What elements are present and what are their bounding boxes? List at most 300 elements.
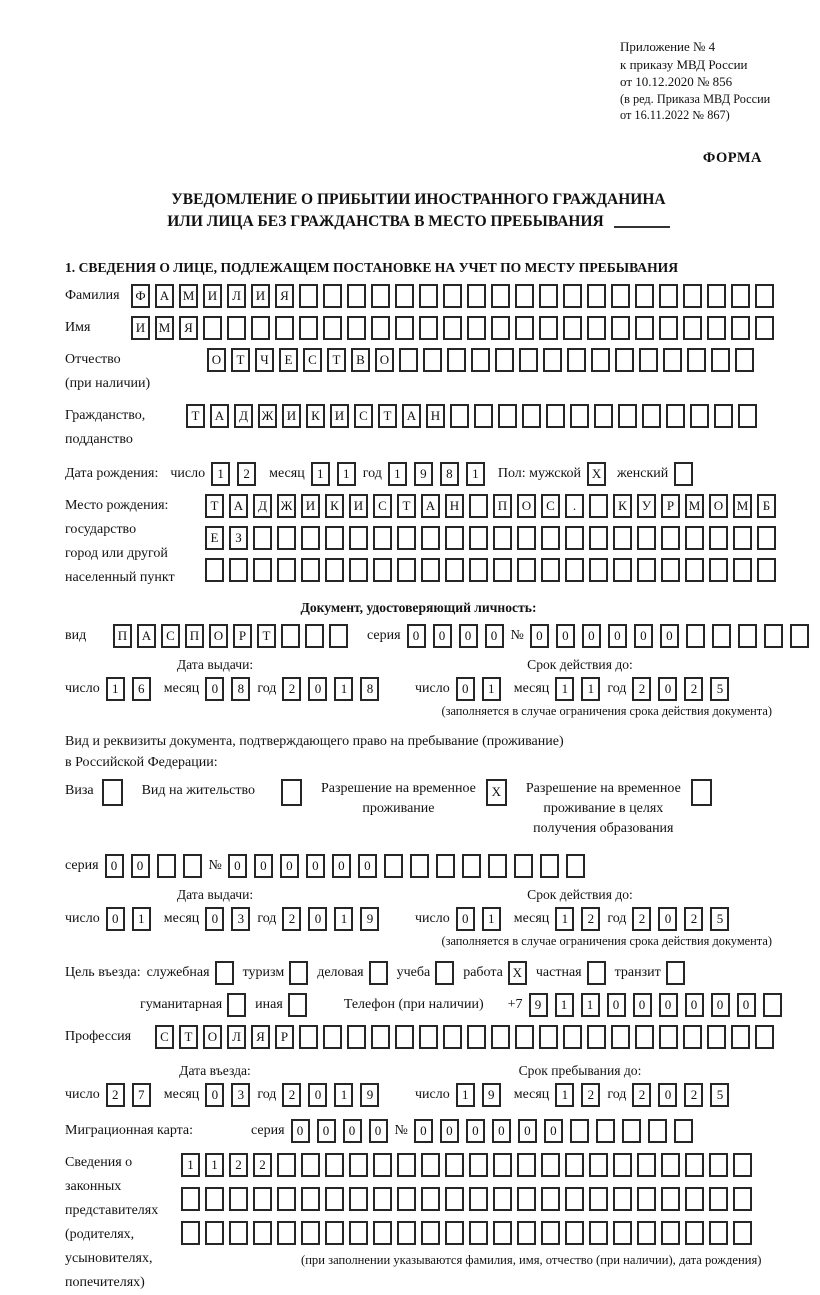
char-cell[interactable]	[491, 316, 510, 340]
char-cell[interactable]: Т	[231, 348, 250, 372]
char-cell[interactable]	[347, 316, 366, 340]
char-cell[interactable]	[546, 404, 565, 428]
char-cell[interactable]	[299, 316, 318, 340]
char-cell[interactable]	[687, 348, 706, 372]
char-cell[interactable]: 0	[332, 854, 351, 878]
char-cell[interactable]: Д	[253, 494, 272, 518]
char-cell[interactable]: 9	[482, 1083, 501, 1107]
temp-residence-checkbox[interactable]: X	[486, 779, 507, 806]
char-cell[interactable]: О	[375, 348, 394, 372]
char-cell[interactable]: 0	[607, 993, 626, 1017]
char-cell[interactable]	[397, 558, 416, 582]
char-cell[interactable]: Т	[179, 1025, 198, 1049]
char-cell[interactable]	[421, 526, 440, 550]
char-cell[interactable]	[227, 316, 246, 340]
surname-input[interactable]	[131, 284, 779, 308]
char-cell[interactable]: 9	[360, 1083, 379, 1107]
char-cell[interactable]: И	[330, 404, 349, 428]
char-cell[interactable]	[493, 1153, 512, 1177]
char-cell[interactable]: 1	[555, 907, 574, 931]
char-cell[interactable]	[299, 284, 318, 308]
char-cell[interactable]: 0	[544, 1119, 563, 1143]
purpose-tourism-checkbox[interactable]	[289, 961, 308, 985]
char-cell[interactable]: М	[155, 316, 174, 340]
char-cell[interactable]	[711, 348, 730, 372]
char-cell[interactable]: 0	[518, 1119, 537, 1143]
char-cell[interactable]	[493, 1221, 512, 1245]
char-cell[interactable]: С	[373, 494, 392, 518]
char-cell[interactable]: 2	[684, 907, 703, 931]
char-cell[interactable]: 0	[407, 624, 426, 648]
doc-issue-day-input[interactable]	[106, 677, 158, 701]
char-cell[interactable]	[205, 558, 224, 582]
char-cell[interactable]: 1	[132, 907, 151, 931]
char-cell[interactable]	[397, 1221, 416, 1245]
char-cell[interactable]	[436, 854, 455, 878]
char-cell[interactable]	[522, 404, 541, 428]
char-cell[interactable]: 1	[334, 1083, 353, 1107]
char-cell[interactable]	[613, 1187, 632, 1211]
char-cell[interactable]	[589, 1221, 608, 1245]
char-cell[interactable]	[299, 1025, 318, 1049]
char-cell[interactable]: В	[351, 348, 370, 372]
char-cell[interactable]: А	[421, 494, 440, 518]
char-cell[interactable]	[384, 854, 403, 878]
char-cell[interactable]	[305, 624, 324, 648]
mig-series-input[interactable]	[291, 1119, 395, 1143]
legal-reps-line2-input[interactable]	[181, 1187, 761, 1211]
char-cell[interactable]: Т	[257, 624, 276, 648]
char-cell[interactable]	[373, 1221, 392, 1245]
char-cell[interactable]: 1	[555, 1083, 574, 1107]
char-cell[interactable]: С	[155, 1025, 174, 1049]
char-cell[interactable]	[373, 1153, 392, 1177]
char-cell[interactable]: 0	[414, 1119, 433, 1143]
char-cell[interactable]	[707, 284, 726, 308]
char-cell[interactable]: 1	[581, 993, 600, 1017]
char-cell[interactable]	[253, 1187, 272, 1211]
char-cell[interactable]	[419, 1025, 438, 1049]
char-cell[interactable]	[488, 854, 507, 878]
char-cell[interactable]	[567, 348, 586, 372]
char-cell[interactable]	[763, 993, 782, 1017]
char-cell[interactable]	[685, 1153, 704, 1177]
char-cell[interactable]	[301, 1221, 320, 1245]
char-cell[interactable]	[517, 558, 536, 582]
char-cell[interactable]: 0	[456, 907, 475, 931]
char-cell[interactable]	[674, 1119, 693, 1143]
char-cell[interactable]: С	[161, 624, 180, 648]
char-cell[interactable]: 0	[317, 1119, 336, 1143]
char-cell[interactable]: 0	[658, 677, 677, 701]
char-cell[interactable]	[637, 526, 656, 550]
char-cell[interactable]	[613, 1221, 632, 1245]
char-cell[interactable]: 5	[710, 677, 729, 701]
phone-input[interactable]	[529, 993, 789, 1017]
char-cell[interactable]: П	[493, 494, 512, 518]
char-cell[interactable]: 0	[306, 854, 325, 878]
char-cell[interactable]: О	[517, 494, 536, 518]
char-cell[interactable]: Н	[445, 494, 464, 518]
char-cell[interactable]	[443, 316, 462, 340]
char-cell[interactable]: К	[613, 494, 632, 518]
char-cell[interactable]	[755, 316, 774, 340]
char-cell[interactable]	[565, 1221, 584, 1245]
char-cell[interactable]	[639, 348, 658, 372]
char-cell[interactable]	[755, 284, 774, 308]
char-cell[interactable]: 0	[659, 993, 678, 1017]
char-cell[interactable]	[563, 316, 582, 340]
char-cell[interactable]: 0	[343, 1119, 362, 1143]
char-cell[interactable]	[566, 854, 585, 878]
sex-male-checkbox[interactable]: X	[587, 462, 606, 486]
char-cell[interactable]: 0	[205, 1083, 224, 1107]
char-cell[interactable]: Я	[251, 1025, 270, 1049]
char-cell[interactable]: 0	[634, 624, 653, 648]
char-cell[interactable]: 8	[231, 677, 250, 701]
char-cell[interactable]	[589, 494, 608, 518]
char-cell[interactable]	[517, 1187, 536, 1211]
char-cell[interactable]	[495, 348, 514, 372]
char-cell[interactable]: У	[637, 494, 656, 518]
char-cell[interactable]: 0	[456, 677, 475, 701]
char-cell[interactable]	[325, 1187, 344, 1211]
char-cell[interactable]	[764, 624, 783, 648]
char-cell[interactable]: 2	[632, 1083, 651, 1107]
char-cell[interactable]	[371, 316, 390, 340]
char-cell[interactable]: 1	[456, 1083, 475, 1107]
char-cell[interactable]: 1	[337, 462, 356, 486]
char-cell[interactable]: А	[210, 404, 229, 428]
char-cell[interactable]	[301, 558, 320, 582]
char-cell[interactable]	[347, 1025, 366, 1049]
birthplace-line1-input[interactable]	[205, 494, 781, 518]
entry-year-input[interactable]	[282, 1083, 386, 1107]
char-cell[interactable]	[594, 404, 613, 428]
temp-residence-edu-checkbox[interactable]	[691, 779, 712, 806]
name-input[interactable]	[131, 316, 779, 340]
char-cell[interactable]	[253, 558, 272, 582]
char-cell[interactable]: 0	[308, 1083, 327, 1107]
char-cell[interactable]	[301, 1187, 320, 1211]
char-cell[interactable]	[410, 854, 429, 878]
char-cell[interactable]	[790, 624, 809, 648]
char-cell[interactable]: 1	[106, 677, 125, 701]
mig-number-input[interactable]	[414, 1119, 700, 1143]
char-cell[interactable]	[447, 348, 466, 372]
purpose-transit-checkbox[interactable]	[666, 961, 685, 985]
char-cell[interactable]	[661, 558, 680, 582]
char-cell[interactable]	[683, 1025, 702, 1049]
char-cell[interactable]	[596, 1119, 615, 1143]
char-cell[interactable]	[515, 284, 534, 308]
char-cell[interactable]: О	[207, 348, 226, 372]
purpose-official-checkbox[interactable]	[215, 961, 234, 985]
char-cell[interactable]	[683, 316, 702, 340]
char-cell[interactable]	[637, 1221, 656, 1245]
char-cell[interactable]	[517, 1221, 536, 1245]
char-cell[interactable]: 0	[530, 624, 549, 648]
purpose-private-checkbox[interactable]	[587, 961, 606, 985]
char-cell[interactable]	[611, 316, 630, 340]
char-cell[interactable]	[325, 1221, 344, 1245]
char-cell[interactable]: И	[203, 284, 222, 308]
char-cell[interactable]	[709, 1187, 728, 1211]
char-cell[interactable]	[589, 526, 608, 550]
char-cell[interactable]: 1	[388, 462, 407, 486]
char-cell[interactable]: 0	[492, 1119, 511, 1143]
char-cell[interactable]	[277, 1221, 296, 1245]
char-cell[interactable]: И	[282, 404, 301, 428]
char-cell[interactable]	[325, 1153, 344, 1177]
char-cell[interactable]: 0	[106, 907, 125, 931]
char-cell[interactable]	[462, 854, 481, 878]
char-cell[interactable]	[659, 284, 678, 308]
char-cell[interactable]: О	[209, 624, 228, 648]
char-cell[interactable]	[541, 558, 560, 582]
char-cell[interactable]: С	[303, 348, 322, 372]
char-cell[interactable]: .	[565, 494, 584, 518]
char-cell[interactable]: 1	[211, 462, 230, 486]
char-cell[interactable]: 9	[529, 993, 548, 1017]
char-cell[interactable]	[349, 1221, 368, 1245]
char-cell[interactable]	[517, 1153, 536, 1177]
char-cell[interactable]: 2	[581, 907, 600, 931]
char-cell[interactable]	[469, 1221, 488, 1245]
char-cell[interactable]	[591, 348, 610, 372]
doc-issue-year-input[interactable]	[282, 677, 386, 701]
char-cell[interactable]: П	[185, 624, 204, 648]
char-cell[interactable]	[648, 1119, 667, 1143]
char-cell[interactable]	[491, 1025, 510, 1049]
char-cell[interactable]	[373, 526, 392, 550]
char-cell[interactable]	[589, 1187, 608, 1211]
char-cell[interactable]: Т	[186, 404, 205, 428]
permit-series-input[interactable]	[105, 854, 209, 878]
char-cell[interactable]	[498, 404, 517, 428]
sex-female-checkbox[interactable]	[674, 462, 693, 486]
char-cell[interactable]	[615, 348, 634, 372]
citizenship-input[interactable]	[186, 404, 762, 428]
char-cell[interactable]	[733, 1187, 752, 1211]
stay-year-input[interactable]	[632, 1083, 736, 1107]
char-cell[interactable]: 8	[440, 462, 459, 486]
birth-year-input[interactable]	[388, 462, 492, 486]
char-cell[interactable]: К	[325, 494, 344, 518]
char-cell[interactable]: 1	[555, 993, 574, 1017]
doc-valid-year-input[interactable]	[632, 677, 736, 701]
char-cell[interactable]	[659, 316, 678, 340]
char-cell[interactable]	[450, 404, 469, 428]
char-cell[interactable]: Р	[275, 1025, 294, 1049]
char-cell[interactable]	[519, 348, 538, 372]
char-cell[interactable]	[229, 558, 248, 582]
char-cell[interactable]	[613, 1153, 632, 1177]
char-cell[interactable]	[373, 558, 392, 582]
char-cell[interactable]: 0	[131, 854, 150, 878]
char-cell[interactable]	[666, 404, 685, 428]
stay-month-input[interactable]	[555, 1083, 607, 1107]
char-cell[interactable]: 9	[414, 462, 433, 486]
char-cell[interactable]: Я	[179, 316, 198, 340]
char-cell[interactable]: 0	[205, 907, 224, 931]
char-cell[interactable]	[565, 1187, 584, 1211]
char-cell[interactable]: Е	[205, 526, 224, 550]
char-cell[interactable]	[613, 526, 632, 550]
char-cell[interactable]: 2	[282, 907, 301, 931]
char-cell[interactable]	[541, 1187, 560, 1211]
char-cell[interactable]	[399, 348, 418, 372]
char-cell[interactable]	[515, 316, 534, 340]
char-cell[interactable]	[589, 1153, 608, 1177]
char-cell[interactable]	[445, 1187, 464, 1211]
char-cell[interactable]	[229, 1221, 248, 1245]
char-cell[interactable]: Т	[205, 494, 224, 518]
permit-valid-month-input[interactable]	[555, 907, 607, 931]
doc-type-input[interactable]	[113, 624, 353, 648]
char-cell[interactable]	[709, 558, 728, 582]
char-cell[interactable]	[733, 558, 752, 582]
stay-day-input[interactable]	[456, 1083, 508, 1107]
char-cell[interactable]	[203, 316, 222, 340]
char-cell[interactable]	[570, 404, 589, 428]
char-cell[interactable]: 2	[684, 1083, 703, 1107]
char-cell[interactable]	[301, 526, 320, 550]
char-cell[interactable]	[421, 1187, 440, 1211]
char-cell[interactable]	[419, 316, 438, 340]
char-cell[interactable]: Я	[275, 284, 294, 308]
char-cell[interactable]	[323, 284, 342, 308]
char-cell[interactable]: 2	[237, 462, 256, 486]
char-cell[interactable]: 0	[105, 854, 124, 878]
char-cell[interactable]: А	[229, 494, 248, 518]
char-cell[interactable]: 1	[181, 1153, 200, 1177]
char-cell[interactable]	[397, 1187, 416, 1211]
char-cell[interactable]: 0	[466, 1119, 485, 1143]
char-cell[interactable]	[445, 1221, 464, 1245]
char-cell[interactable]	[563, 284, 582, 308]
doc-number-input[interactable]	[530, 624, 816, 648]
char-cell[interactable]	[642, 404, 661, 428]
char-cell[interactable]	[181, 1187, 200, 1211]
char-cell[interactable]: 0	[459, 624, 478, 648]
char-cell[interactable]	[329, 624, 348, 648]
char-cell[interactable]	[277, 526, 296, 550]
char-cell[interactable]: 0	[582, 624, 601, 648]
char-cell[interactable]	[253, 1221, 272, 1245]
char-cell[interactable]: 2	[253, 1153, 272, 1177]
birth-day-input[interactable]	[211, 462, 263, 486]
char-cell[interactable]: Л	[227, 284, 246, 308]
char-cell[interactable]: 0	[660, 624, 679, 648]
char-cell[interactable]	[469, 526, 488, 550]
doc-issue-month-input[interactable]	[205, 677, 257, 701]
char-cell[interactable]: 1	[311, 462, 330, 486]
char-cell[interactable]	[445, 526, 464, 550]
char-cell[interactable]	[587, 284, 606, 308]
char-cell[interactable]	[493, 1187, 512, 1211]
char-cell[interactable]	[251, 316, 270, 340]
char-cell[interactable]	[709, 1153, 728, 1177]
char-cell[interactable]	[613, 558, 632, 582]
char-cell[interactable]: К	[306, 404, 325, 428]
char-cell[interactable]	[661, 526, 680, 550]
char-cell[interactable]	[685, 526, 704, 550]
char-cell[interactable]: 7	[132, 1083, 151, 1107]
profession-input[interactable]	[155, 1025, 779, 1049]
char-cell[interactable]: Т	[378, 404, 397, 428]
char-cell[interactable]: 0	[291, 1119, 310, 1143]
char-cell[interactable]	[635, 316, 654, 340]
entry-month-input[interactable]	[205, 1083, 257, 1107]
char-cell[interactable]: 2	[684, 677, 703, 701]
char-cell[interactable]	[397, 526, 416, 550]
purpose-business-checkbox[interactable]	[369, 961, 388, 985]
char-cell[interactable]: 0	[658, 1083, 677, 1107]
purpose-other-checkbox[interactable]	[288, 993, 307, 1017]
char-cell[interactable]	[637, 1153, 656, 1177]
char-cell[interactable]	[469, 558, 488, 582]
char-cell[interactable]	[471, 348, 490, 372]
char-cell[interactable]	[323, 316, 342, 340]
char-cell[interactable]	[541, 1153, 560, 1177]
char-cell[interactable]	[683, 284, 702, 308]
char-cell[interactable]	[419, 284, 438, 308]
char-cell[interactable]: 1	[482, 907, 501, 931]
char-cell[interactable]: И	[131, 316, 150, 340]
char-cell[interactable]: 0	[633, 993, 652, 1017]
char-cell[interactable]: С	[541, 494, 560, 518]
char-cell[interactable]	[371, 1025, 390, 1049]
char-cell[interactable]: 1	[334, 907, 353, 931]
char-cell[interactable]	[589, 558, 608, 582]
char-cell[interactable]	[635, 1025, 654, 1049]
char-cell[interactable]	[281, 624, 300, 648]
doc-valid-day-input[interactable]	[456, 677, 508, 701]
char-cell[interactable]: М	[179, 284, 198, 308]
char-cell[interactable]	[661, 1221, 680, 1245]
permit-issue-day-input[interactable]	[106, 907, 158, 931]
char-cell[interactable]	[661, 1187, 680, 1211]
char-cell[interactable]: Р	[661, 494, 680, 518]
char-cell[interactable]: 0	[440, 1119, 459, 1143]
char-cell[interactable]	[565, 1153, 584, 1177]
char-cell[interactable]: О	[203, 1025, 222, 1049]
char-cell[interactable]	[397, 1153, 416, 1177]
char-cell[interactable]	[469, 1153, 488, 1177]
char-cell[interactable]: 3	[231, 1083, 250, 1107]
char-cell[interactable]: 0	[308, 677, 327, 701]
permit-valid-year-input[interactable]	[632, 907, 736, 931]
char-cell[interactable]: 1	[555, 677, 574, 701]
char-cell[interactable]	[611, 1025, 630, 1049]
char-cell[interactable]	[515, 1025, 534, 1049]
char-cell[interactable]	[707, 1025, 726, 1049]
char-cell[interactable]	[731, 1025, 750, 1049]
char-cell[interactable]: 0	[737, 993, 756, 1017]
char-cell[interactable]	[709, 526, 728, 550]
char-cell[interactable]: Ф	[131, 284, 150, 308]
char-cell[interactable]	[445, 558, 464, 582]
char-cell[interactable]: 0	[556, 624, 575, 648]
char-cell[interactable]: 0	[308, 907, 327, 931]
char-cell[interactable]	[493, 526, 512, 550]
char-cell[interactable]: 0	[711, 993, 730, 1017]
char-cell[interactable]	[622, 1119, 641, 1143]
char-cell[interactable]	[395, 1025, 414, 1049]
purpose-study-checkbox[interactable]	[435, 961, 454, 985]
char-cell[interactable]: 1	[205, 1153, 224, 1177]
